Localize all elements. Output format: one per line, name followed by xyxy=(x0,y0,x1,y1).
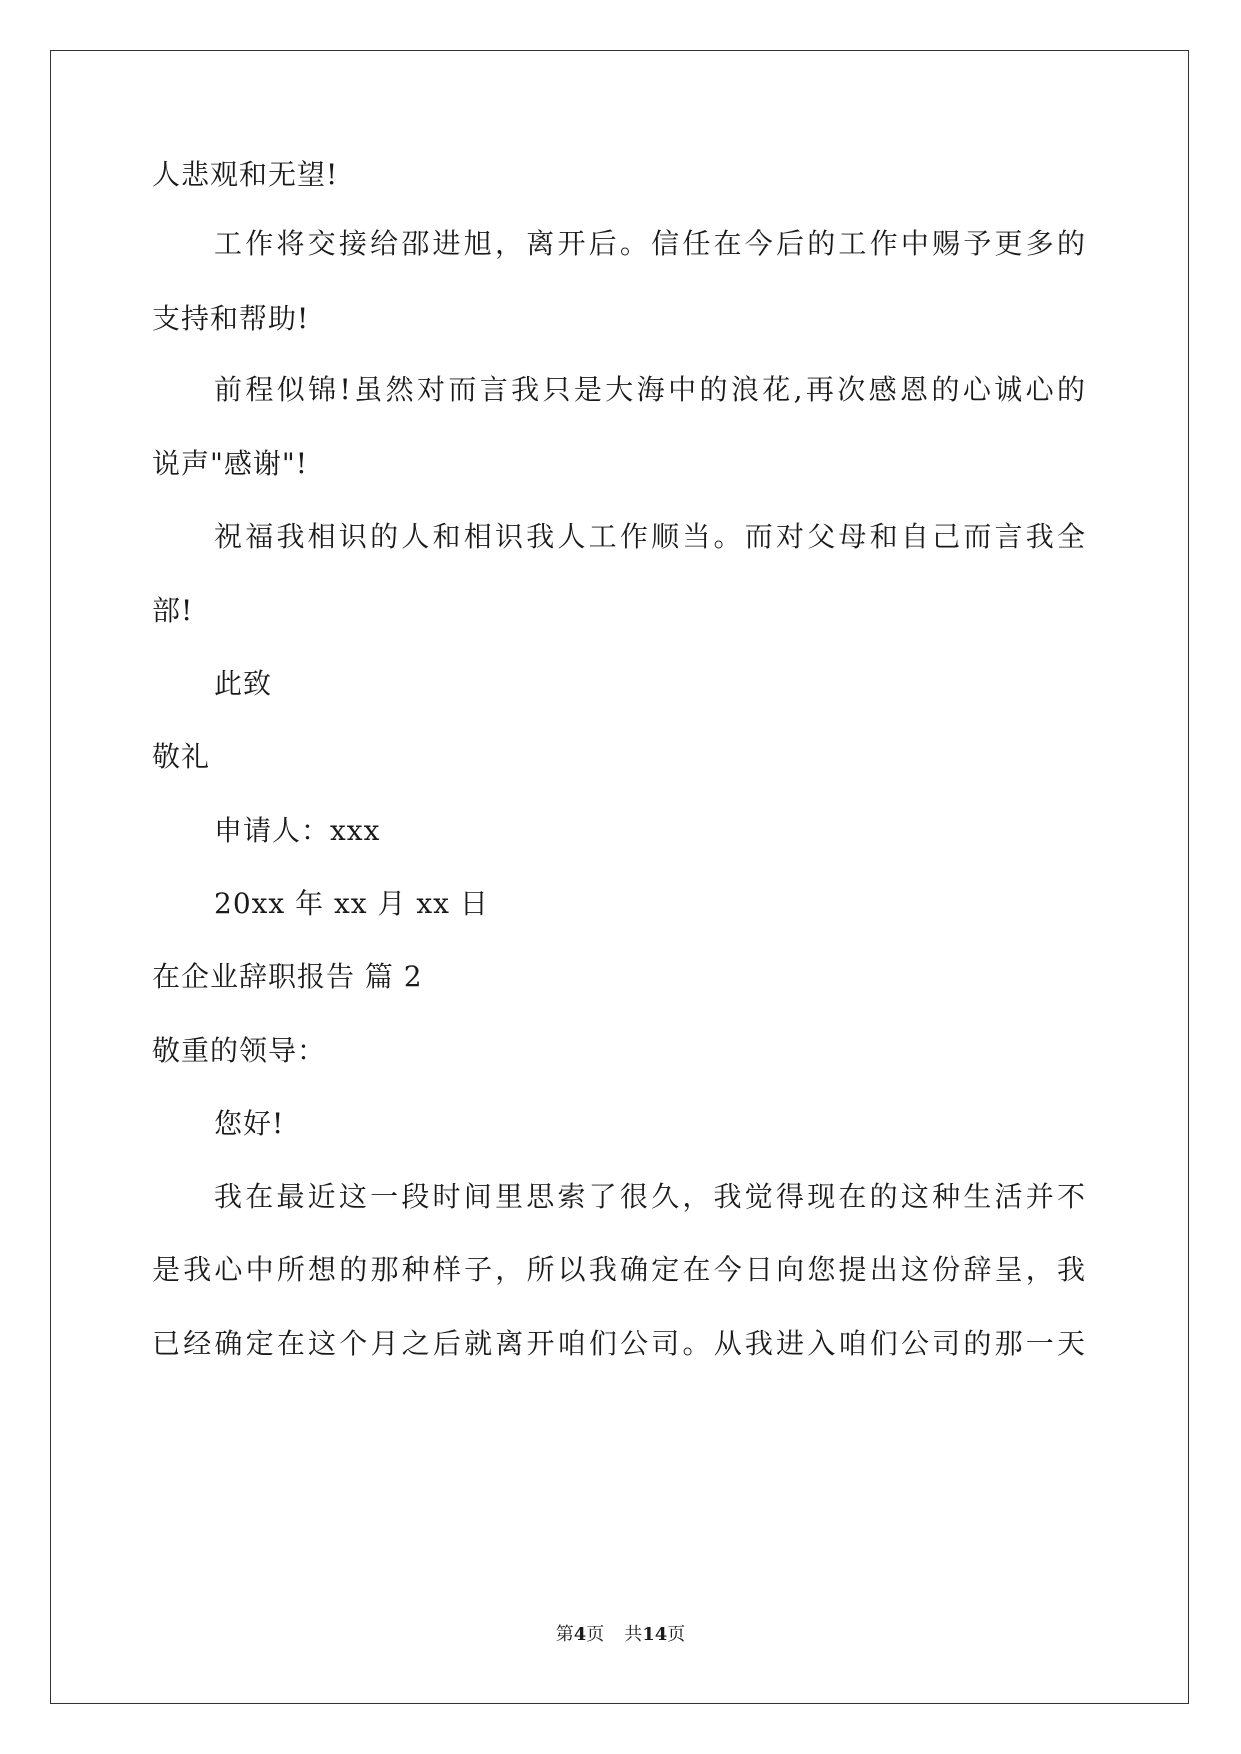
body-line: 说声"感谢"! xyxy=(152,447,309,480)
footer-page-total: 14 xyxy=(642,1624,668,1645)
body-line: 前程似锦!虽然对而言我只是大海中的浪花,再次感恩的心诚心的 xyxy=(214,373,1085,406)
footer-total-suffix: 页 xyxy=(667,1624,686,1645)
page-footer xyxy=(0,1623,1241,1647)
body-line: 部! xyxy=(152,594,194,627)
footer-page-prefix: 第 xyxy=(555,1624,574,1645)
hello-line: 您好! xyxy=(214,1107,285,1140)
section-heading: 在企业辞职报告 篇 2 xyxy=(152,960,423,993)
body-line: 支持和帮助! xyxy=(152,302,310,335)
greeting-line: 敬重的领导： xyxy=(152,1034,327,1067)
body-line: 人悲观和无望! xyxy=(152,158,339,191)
footer-page-suffix: 页 xyxy=(586,1624,605,1645)
closing-salutation: 此致 xyxy=(214,667,273,700)
closing-regards: 敬礼 xyxy=(152,740,211,773)
body-line: 工作将交接给邵进旭，离开后。信任在今后的工作中赐予更多的 xyxy=(214,227,1085,260)
body-line: 祝福我相识的人和相识我人工作顺当。而对父母和自己而言我全 xyxy=(214,520,1085,553)
date-line: 20xx 年 xx 月 xx 日 xyxy=(214,887,489,920)
body-line: 已经确定在这个月之后就离开咱们公司。从我进入咱们公司的那一天 xyxy=(152,1327,1085,1360)
footer-total-prefix: 共 xyxy=(624,1624,643,1645)
body-line: 我在最近这一段时间里思索了很久，我觉得现在的这种生活并不 xyxy=(214,1180,1085,1213)
body-line: 是我心中所想的那种样子，所以我确定在今日向您提出这份辞呈，我 xyxy=(152,1253,1085,1286)
applicant-line: 申请人：xxx xyxy=(214,814,381,847)
footer-page-current: 4 xyxy=(573,1624,587,1645)
